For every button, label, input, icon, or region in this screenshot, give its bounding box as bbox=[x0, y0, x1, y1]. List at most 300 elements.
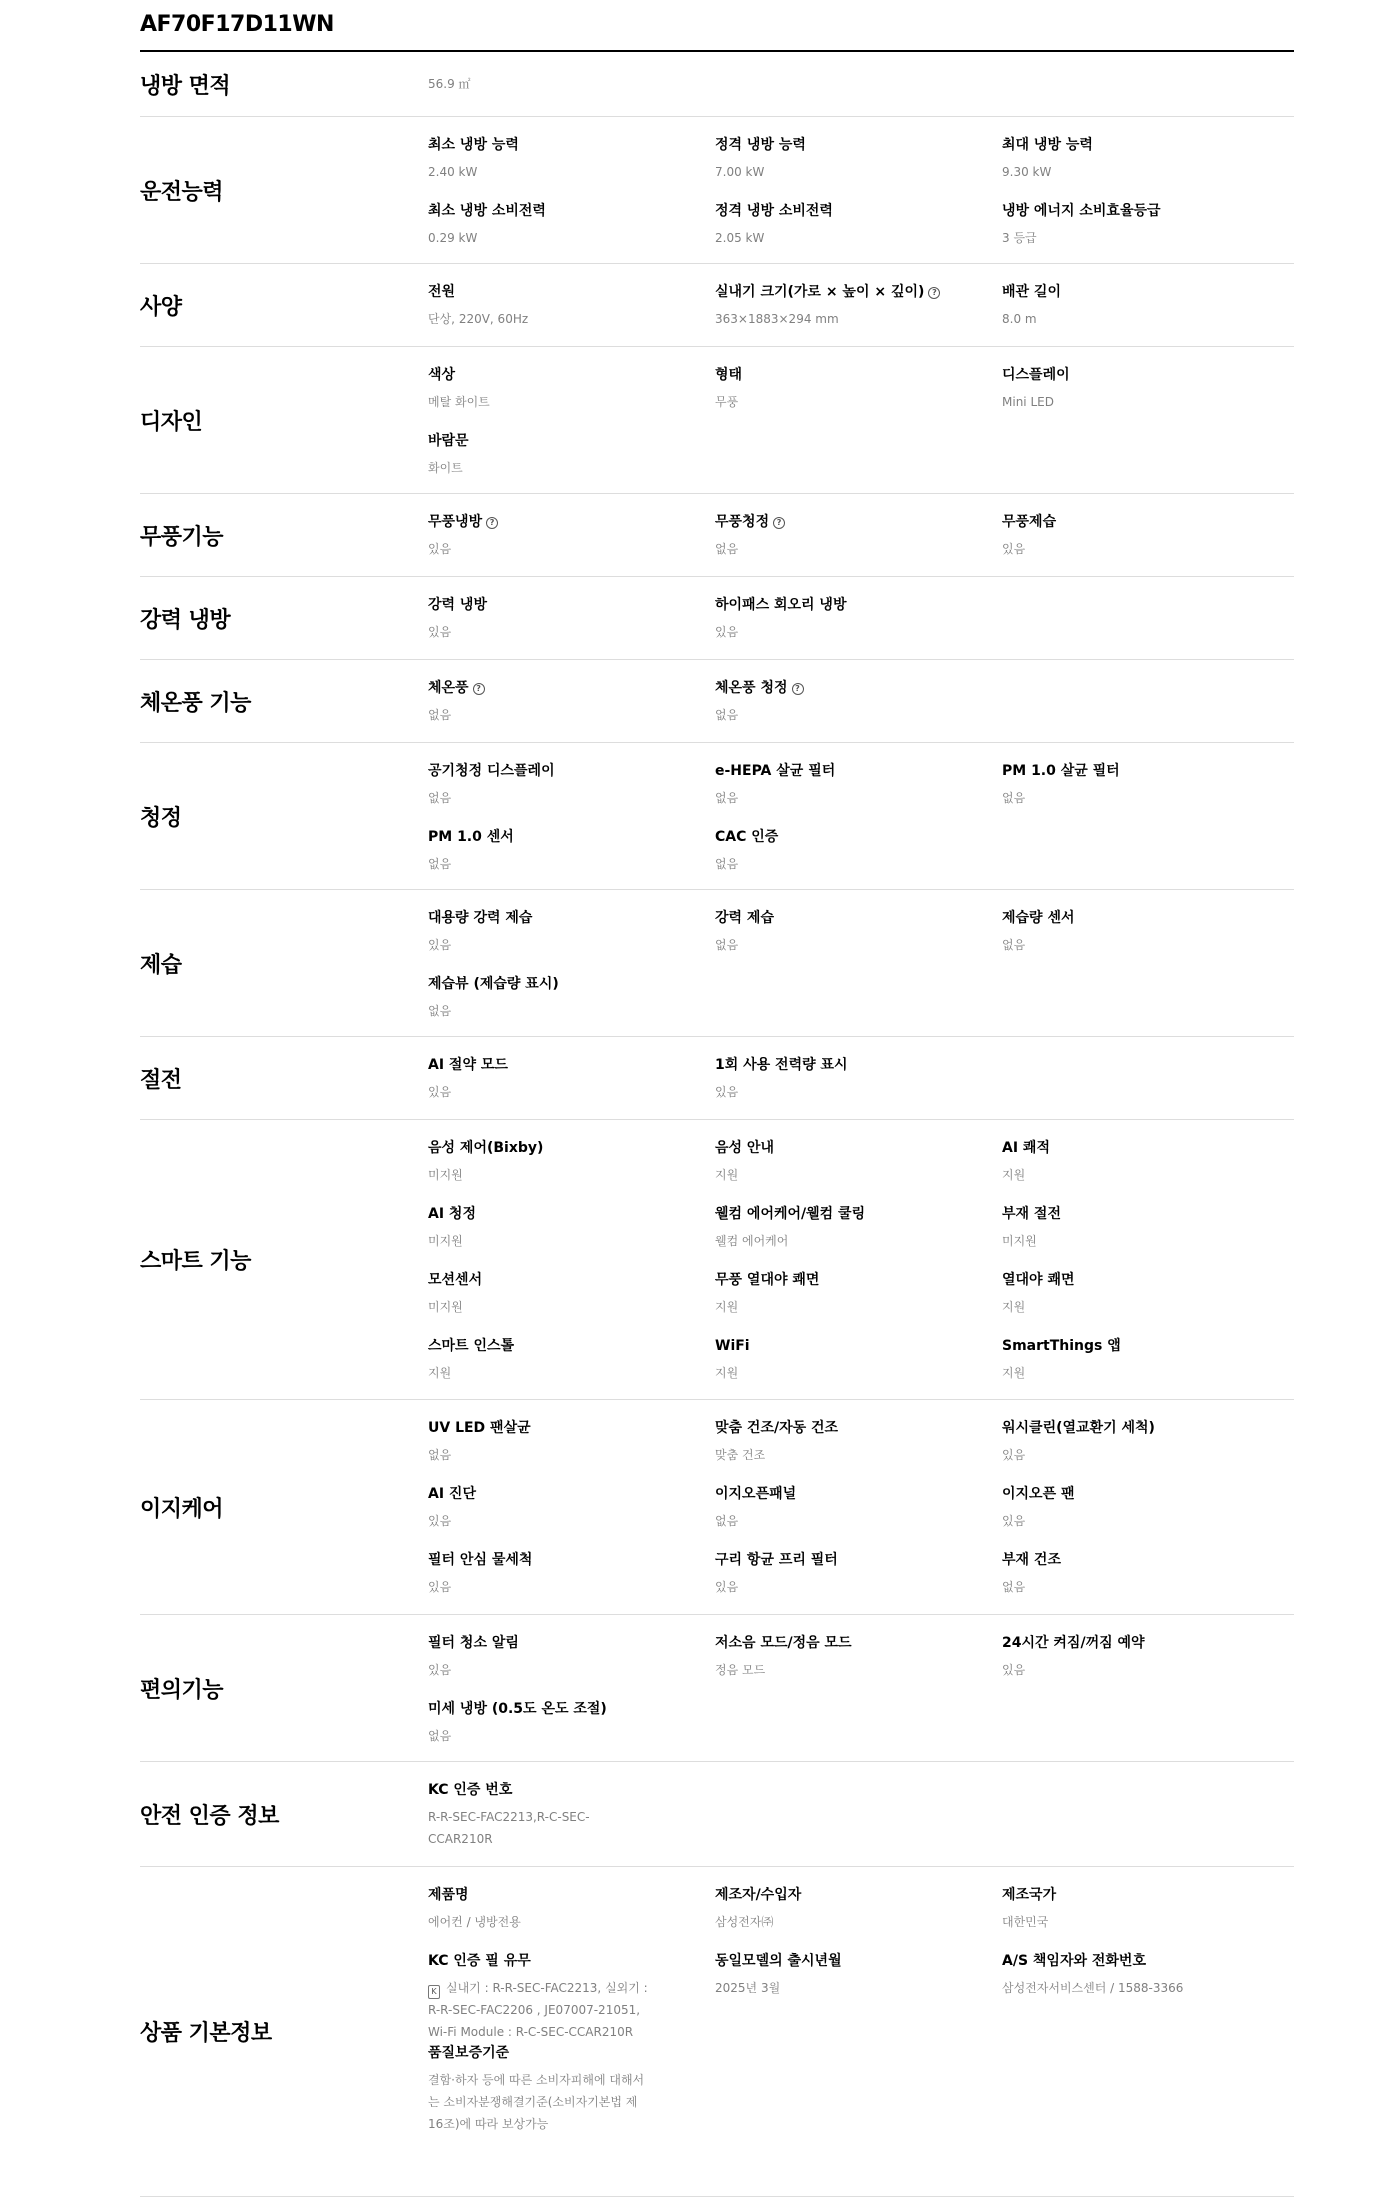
spec-label-text: 형태 bbox=[715, 367, 743, 383]
spec-value-text: 미지원 bbox=[1002, 1234, 1037, 1248]
spec-item bbox=[715, 1055, 1002, 1121]
spec-grid bbox=[428, 117, 1294, 263]
spec-label-text: 필터 청소 알림 bbox=[428, 1635, 519, 1651]
spec-label-text: 무풍 열대야 쾌면 bbox=[715, 1272, 820, 1288]
spec-value-text: 있음 bbox=[1002, 1663, 1026, 1677]
spec-grid bbox=[428, 1762, 1294, 1866]
spec-item bbox=[715, 1418, 1002, 1484]
spec-value-text: 없음 bbox=[428, 857, 452, 871]
spec-value-text: 삼성전자㈜ bbox=[715, 1915, 774, 1929]
spec-label bbox=[428, 1550, 715, 1570]
section-title: 냉방 면적 bbox=[140, 73, 231, 99]
spec-label bbox=[428, 135, 715, 155]
spec-item bbox=[715, 135, 1002, 201]
spec-item bbox=[1002, 761, 1294, 827]
spec-grid bbox=[428, 743, 1294, 889]
spec-label bbox=[715, 1951, 1002, 1971]
spec-value-text: 3 등급 bbox=[1002, 231, 1037, 245]
section-title: 제습 bbox=[140, 952, 182, 978]
spec-label bbox=[715, 1550, 1002, 1570]
spec-value bbox=[1002, 1576, 1294, 1598]
spec-value bbox=[1002, 934, 1294, 956]
spec-label-text: 배관 길이 bbox=[1002, 284, 1061, 300]
spec-label-text: 워시클린(열교환기 세척) bbox=[1002, 1420, 1155, 1436]
spec-label-text: 최대 냉방 능력 bbox=[1002, 137, 1093, 153]
spec-label-text: 전원 bbox=[428, 284, 456, 300]
spec-label bbox=[715, 135, 1002, 155]
spec-label-text: 구리 항균 프리 필터 bbox=[715, 1552, 838, 1568]
spec-value bbox=[1002, 1362, 1294, 1384]
spec-value-text: 있음 bbox=[428, 1580, 452, 1594]
spec-value-text: 없음 bbox=[715, 938, 739, 952]
spec-value bbox=[428, 1576, 715, 1598]
help-icon[interactable]: ? bbox=[792, 683, 804, 695]
section-title: 안전 인증 정보 bbox=[140, 1803, 279, 1829]
spec-label bbox=[428, 595, 715, 615]
spec-item bbox=[428, 73, 715, 95]
spec-label bbox=[428, 1418, 715, 1438]
spec-value-text: 7.00 kW bbox=[715, 165, 765, 179]
spec-label-text: 제품명 bbox=[428, 1887, 469, 1903]
spec-item bbox=[428, 908, 715, 974]
section-title: 무풍기능 bbox=[140, 524, 224, 550]
spec-label bbox=[715, 1418, 1002, 1438]
spec-value bbox=[715, 1510, 1002, 1532]
spec-section bbox=[140, 743, 1294, 890]
spec-label-text: SmartThings 앱 bbox=[1002, 1338, 1121, 1354]
spec-item bbox=[428, 1885, 715, 1951]
spec-label bbox=[715, 1484, 1002, 1504]
spec-value-text: 8.0 m bbox=[1002, 312, 1037, 326]
spec-value bbox=[715, 1296, 1002, 1318]
spec-value bbox=[715, 1081, 1002, 1103]
spec-label bbox=[1002, 1336, 1294, 1356]
spec-label-text: 음성 제어(Bixby) bbox=[428, 1140, 544, 1156]
spec-item bbox=[428, 1951, 715, 2043]
spec-value-text: 화이트 bbox=[428, 461, 463, 475]
spec-value-text: 있음 bbox=[1002, 1448, 1026, 1462]
spec-label bbox=[428, 827, 715, 847]
spec-value bbox=[1002, 1230, 1294, 1252]
spec-item bbox=[428, 2043, 715, 2135]
spec-label-text: 스마트 인스톨 bbox=[428, 1338, 515, 1354]
help-icon[interactable]: ? bbox=[928, 287, 940, 299]
spec-item bbox=[428, 761, 715, 827]
spec-label-text: A/S 책임자와 전화번호 bbox=[1002, 1953, 1146, 1969]
spec-label bbox=[428, 761, 715, 781]
spec-label-text: 하이패스 회오리 냉방 bbox=[715, 597, 847, 613]
spec-label-text: WiFi bbox=[715, 1338, 750, 1354]
spec-value bbox=[428, 1510, 715, 1532]
spec-label bbox=[428, 512, 715, 532]
spec-value-text: 2025년 3월 bbox=[715, 1981, 781, 1995]
spec-label-text: 필터 안심 물세척 bbox=[428, 1552, 533, 1568]
spec-item bbox=[1002, 1550, 1294, 1616]
spec-value-text: 삼성전자서비스센터 / 1588-3366 bbox=[1002, 1981, 1184, 1995]
spec-item bbox=[1002, 282, 1294, 348]
spec-value-text: 없음 bbox=[715, 857, 739, 871]
spec-label-text: 저소음 모드/정음 모드 bbox=[715, 1635, 852, 1651]
spec-label bbox=[1002, 135, 1294, 155]
spec-grid bbox=[428, 1867, 1294, 2196]
spec-value bbox=[428, 161, 715, 183]
spec-value bbox=[428, 1164, 715, 1186]
help-icon[interactable]: ? bbox=[773, 517, 785, 529]
spec-label bbox=[1002, 1951, 1294, 1971]
spec-value-text: 지원 bbox=[715, 1366, 739, 1380]
spec-label-text: AI 쾌적 bbox=[1002, 1140, 1050, 1156]
section-title: 디자인 bbox=[140, 409, 203, 435]
spec-grid bbox=[428, 264, 1294, 346]
spec-section bbox=[140, 347, 1294, 494]
spec-label-text: 체온풍 청정 bbox=[715, 680, 788, 696]
spec-item bbox=[715, 282, 1002, 348]
spec-label-text: 품질보증기준 bbox=[428, 2045, 510, 2061]
spec-page bbox=[140, 0, 1294, 2197]
spec-value bbox=[428, 1362, 715, 1384]
spec-value-text: 결함·하자 등에 따른 소비자피해에 대해서는 소비자분쟁해결기준(소비자기본법 제16조)에 따라 보상가능 bbox=[428, 2073, 645, 2131]
spec-item bbox=[1002, 512, 1294, 578]
spec-value-text: 없음 bbox=[1002, 791, 1026, 805]
spec-value-text: 0.29 kW bbox=[428, 231, 478, 245]
spec-section bbox=[140, 890, 1294, 1037]
spec-label bbox=[1002, 1204, 1294, 1224]
spec-value bbox=[1002, 1977, 1294, 1999]
spec-item bbox=[428, 512, 715, 578]
spec-value-text: 없음 bbox=[428, 1004, 452, 1018]
spec-label bbox=[428, 1138, 715, 1158]
spec-value-text: 없음 bbox=[428, 1448, 452, 1462]
spec-value-text: 에어컨 / 냉방전용 bbox=[428, 1915, 521, 1929]
spec-value bbox=[715, 1659, 1002, 1681]
spec-grid bbox=[428, 1400, 1294, 1614]
spec-value bbox=[428, 621, 715, 643]
spec-label-text: 정격 냉방 능력 bbox=[715, 137, 806, 153]
spec-label-text: 공기청정 디스플레이 bbox=[428, 763, 555, 779]
spec-label-text: 열대야 쾌면 bbox=[1002, 1272, 1075, 1288]
spec-item bbox=[1002, 1633, 1294, 1699]
spec-grid bbox=[428, 494, 1294, 576]
spec-label-text: KC 인증 필 유무 bbox=[428, 1953, 531, 1969]
spec-item bbox=[715, 365, 1002, 431]
spec-label bbox=[428, 2043, 715, 2063]
spec-value bbox=[428, 73, 715, 95]
spec-item bbox=[428, 678, 715, 744]
spec-label bbox=[1002, 908, 1294, 928]
spec-item bbox=[715, 1270, 1002, 1336]
spec-label bbox=[715, 1885, 1002, 1905]
spec-grid bbox=[428, 660, 1294, 742]
spec-value-text: 있음 bbox=[715, 1580, 739, 1594]
spec-label-text: 제조국가 bbox=[1002, 1887, 1057, 1903]
spec-label-text: 냉방 에너지 소비효율등급 bbox=[1002, 203, 1161, 219]
spec-item bbox=[715, 678, 1002, 744]
spec-section bbox=[140, 1615, 1294, 1762]
spec-value bbox=[715, 1164, 1002, 1186]
model-title: AF70F17D11WN bbox=[140, 0, 1294, 52]
spec-label bbox=[1002, 512, 1294, 532]
spec-label-text: 제습량 센서 bbox=[1002, 910, 1075, 926]
section-title: 사양 bbox=[140, 294, 182, 320]
help-icon[interactable]: ? bbox=[473, 683, 485, 695]
spec-section bbox=[140, 494, 1294, 577]
spec-value-text: 있음 bbox=[715, 1085, 739, 1099]
spec-label bbox=[1002, 201, 1294, 221]
spec-value-text: 있음 bbox=[428, 1514, 452, 1528]
spec-value-text: 지원 bbox=[1002, 1366, 1026, 1380]
spec-label-text: 24시간 켜짐/꺼짐 예약 bbox=[1002, 1635, 1145, 1651]
spec-value-text: 지원 bbox=[428, 1366, 452, 1380]
spec-label-text: 강력 제습 bbox=[715, 910, 774, 926]
section-title: 강력 냉방 bbox=[140, 607, 231, 633]
spec-item bbox=[428, 1270, 715, 1336]
spec-label bbox=[428, 1633, 715, 1653]
spec-value-text: 미지원 bbox=[428, 1168, 463, 1182]
spec-label bbox=[715, 1138, 1002, 1158]
spec-value-text: 지원 bbox=[1002, 1168, 1026, 1182]
spec-label bbox=[428, 1336, 715, 1356]
spec-label bbox=[1002, 1138, 1294, 1158]
spec-value bbox=[1002, 1659, 1294, 1681]
spec-label-text: e-HEPA 살균 필터 bbox=[715, 763, 836, 779]
spec-label-text: 무풍청정 bbox=[715, 514, 770, 530]
spec-item bbox=[715, 1138, 1002, 1204]
spec-value-text: 없음 bbox=[715, 542, 739, 556]
spec-value-text: 있음 bbox=[715, 625, 739, 639]
spec-item bbox=[1002, 1270, 1294, 1336]
spec-label-text: 음성 안내 bbox=[715, 1140, 774, 1156]
spec-label bbox=[428, 1204, 715, 1224]
spec-value bbox=[1002, 1164, 1294, 1186]
spec-value bbox=[715, 704, 1002, 726]
spec-value-text: R-R-SEC-FAC2213,R-C-SEC-CCAR210R bbox=[428, 1810, 590, 1846]
spec-label bbox=[428, 201, 715, 221]
spec-value-text: 9.30 kW bbox=[1002, 165, 1052, 179]
spec-item bbox=[1002, 1418, 1294, 1484]
spec-value-text: 있음 bbox=[1002, 1514, 1026, 1528]
spec-section bbox=[140, 1762, 1294, 1867]
spec-value-text: 대한민국 bbox=[1002, 1915, 1049, 1929]
spec-item bbox=[715, 908, 1002, 974]
spec-item bbox=[428, 1204, 715, 1270]
spec-item bbox=[715, 761, 1002, 827]
spec-section bbox=[140, 1120, 1294, 1400]
spec-value-text: 없음 bbox=[428, 708, 452, 722]
spec-label-text: PM 1.0 센서 bbox=[428, 829, 514, 845]
spec-item bbox=[715, 1336, 1002, 1402]
spec-label-text: 모션센서 bbox=[428, 1272, 483, 1288]
spec-label bbox=[715, 1336, 1002, 1356]
spec-value-text: 없음 bbox=[428, 1729, 452, 1743]
spec-value bbox=[1002, 1510, 1294, 1532]
spec-item bbox=[428, 282, 715, 348]
spec-label-text: 색상 bbox=[428, 367, 456, 383]
section-title: 스마트 기능 bbox=[140, 1249, 251, 1274]
spec-label bbox=[715, 365, 1002, 385]
spec-label-text: 무풍제습 bbox=[1002, 514, 1057, 530]
spec-label bbox=[428, 974, 715, 994]
spec-value-text: 정음 모드 bbox=[715, 1663, 766, 1677]
spec-value bbox=[428, 1911, 715, 1933]
spec-label bbox=[715, 1204, 1002, 1224]
spec-label-text: AI 청정 bbox=[428, 1206, 476, 1222]
spec-value bbox=[715, 1911, 1002, 1933]
spec-grid bbox=[428, 1615, 1294, 1761]
spec-value bbox=[715, 1444, 1002, 1466]
section-title: 체온풍 기능 bbox=[140, 690, 251, 716]
spec-grid bbox=[428, 890, 1294, 1036]
spec-value bbox=[428, 227, 715, 249]
spec-item bbox=[715, 827, 1002, 893]
spec-item bbox=[1002, 908, 1294, 974]
section-title: 상품 기본정보 bbox=[140, 2021, 272, 2046]
spec-value bbox=[428, 1659, 715, 1681]
spec-grid bbox=[428, 1120, 1294, 1399]
spec-value bbox=[715, 391, 1002, 413]
spec-value-text: 없음 bbox=[715, 708, 739, 722]
spec-label-text: 무풍냉방 bbox=[428, 514, 483, 530]
spec-label bbox=[1002, 282, 1294, 302]
spec-value bbox=[428, 538, 715, 560]
spec-item bbox=[428, 135, 715, 201]
spec-label bbox=[715, 827, 1002, 847]
spec-item bbox=[1002, 1885, 1294, 1951]
spec-value bbox=[1002, 308, 1294, 330]
spec-grid bbox=[428, 577, 1294, 659]
spec-section bbox=[140, 264, 1294, 347]
spec-item bbox=[1002, 1138, 1294, 1204]
spec-value-text: 미지원 bbox=[428, 1300, 463, 1314]
spec-label bbox=[715, 1270, 1002, 1290]
spec-value bbox=[428, 1000, 715, 1022]
spec-item bbox=[1002, 1484, 1294, 1550]
spec-label-text: 미세 냉방 (0.5도 온도 조절) bbox=[428, 1701, 607, 1717]
spec-item bbox=[1002, 135, 1294, 201]
spec-label bbox=[428, 1270, 715, 1290]
spec-item bbox=[428, 595, 715, 661]
spec-value bbox=[1002, 1296, 1294, 1318]
spec-value bbox=[428, 704, 715, 726]
spec-label bbox=[715, 761, 1002, 781]
spec-value bbox=[428, 308, 715, 330]
spec-section bbox=[140, 577, 1294, 660]
spec-sections bbox=[140, 52, 1294, 2197]
spec-item bbox=[428, 1780, 715, 1850]
spec-value bbox=[428, 1296, 715, 1318]
spec-label bbox=[428, 678, 715, 698]
spec-value bbox=[715, 1576, 1002, 1598]
spec-value-text: Mini LED bbox=[1002, 395, 1054, 409]
spec-value-text: 있음 bbox=[1002, 542, 1026, 556]
spec-value-text: 363×1883×294 mm bbox=[715, 312, 839, 326]
spec-label-text: 동일모델의 출시년월 bbox=[715, 1953, 842, 1969]
spec-item bbox=[1002, 365, 1294, 431]
spec-label bbox=[428, 908, 715, 928]
spec-label bbox=[428, 365, 715, 385]
spec-value bbox=[428, 457, 715, 479]
spec-section bbox=[140, 1400, 1294, 1615]
spec-label bbox=[1002, 1633, 1294, 1653]
spec-item bbox=[428, 431, 715, 497]
section-title: 이지케어 bbox=[140, 1496, 224, 1522]
spec-value bbox=[428, 1444, 715, 1466]
spec-value-text: 있음 bbox=[428, 1663, 452, 1677]
spec-value-text: 맞춤 건조 bbox=[715, 1448, 766, 1462]
spec-label-text: 부재 건조 bbox=[1002, 1552, 1061, 1568]
spec-label bbox=[428, 1951, 715, 1971]
spec-label-text: UV LED 팬살균 bbox=[428, 1420, 531, 1436]
spec-label bbox=[428, 1780, 715, 1800]
spec-item bbox=[715, 1951, 1002, 2017]
spec-value bbox=[1002, 227, 1294, 249]
spec-value bbox=[428, 1977, 652, 2043]
spec-value bbox=[715, 621, 1002, 643]
spec-item bbox=[715, 1885, 1002, 1951]
spec-value bbox=[715, 1230, 1002, 1252]
spec-item bbox=[715, 595, 1002, 661]
spec-value-text: 있음 bbox=[428, 542, 452, 556]
spec-value bbox=[1002, 538, 1294, 560]
section-title: 운전능력 bbox=[140, 179, 224, 205]
spec-label bbox=[715, 908, 1002, 928]
spec-value bbox=[715, 1362, 1002, 1384]
help-icon[interactable]: ? bbox=[486, 517, 498, 529]
spec-label-text: 정격 냉방 소비전력 bbox=[715, 203, 833, 219]
kc-certification-icon: K bbox=[428, 1985, 440, 1999]
spec-label-text: PM 1.0 살균 필터 bbox=[1002, 763, 1120, 779]
spec-item bbox=[428, 1418, 715, 1484]
spec-value-text: 지원 bbox=[1002, 1300, 1026, 1314]
spec-label-text: 최소 냉방 능력 bbox=[428, 137, 519, 153]
spec-label-text: 실내기 크기(가로 × 높이 × 깊이) bbox=[715, 284, 925, 300]
spec-value-text: 있음 bbox=[428, 1085, 452, 1099]
spec-label-text: 제습뷰 (제습량 표시) bbox=[428, 976, 559, 992]
spec-value-text: 없음 bbox=[715, 1514, 739, 1528]
spec-value-text: 56.9 ㎡ bbox=[428, 77, 471, 91]
spec-item bbox=[428, 365, 715, 431]
spec-label-text: CAC 인증 bbox=[715, 829, 779, 845]
spec-label-text: 체온풍 bbox=[428, 680, 469, 696]
spec-value-text: 무풍 bbox=[715, 395, 739, 409]
spec-value-text: 지원 bbox=[715, 1168, 739, 1182]
spec-label bbox=[428, 282, 715, 302]
spec-item bbox=[428, 1484, 715, 1550]
spec-section bbox=[140, 52, 1294, 117]
spec-value bbox=[428, 853, 715, 875]
spec-item bbox=[428, 201, 715, 267]
spec-item bbox=[428, 1699, 715, 1765]
spec-label bbox=[428, 431, 715, 451]
section-title: 편의기능 bbox=[140, 1677, 224, 1703]
spec-item bbox=[715, 1484, 1002, 1550]
spec-value bbox=[715, 161, 1002, 183]
spec-value-text: 있음 bbox=[428, 938, 452, 952]
spec-grid bbox=[428, 347, 1294, 493]
spec-value bbox=[715, 538, 1002, 560]
spec-value bbox=[428, 934, 715, 956]
spec-value-text: 웰컴 에어케어 bbox=[715, 1234, 789, 1248]
spec-label bbox=[1002, 1550, 1294, 1570]
spec-value bbox=[428, 1230, 715, 1252]
spec-label-text: 최소 냉방 소비전력 bbox=[428, 203, 546, 219]
spec-label-text: 이지오픈패널 bbox=[715, 1486, 797, 1502]
spec-item bbox=[428, 974, 715, 1040]
spec-label-text: 웰컴 에어케어/웰컴 쿨링 bbox=[715, 1206, 866, 1222]
section-title: 절전 bbox=[140, 1067, 182, 1093]
spec-item bbox=[428, 827, 715, 893]
spec-label bbox=[428, 1885, 715, 1905]
spec-value bbox=[1002, 787, 1294, 809]
